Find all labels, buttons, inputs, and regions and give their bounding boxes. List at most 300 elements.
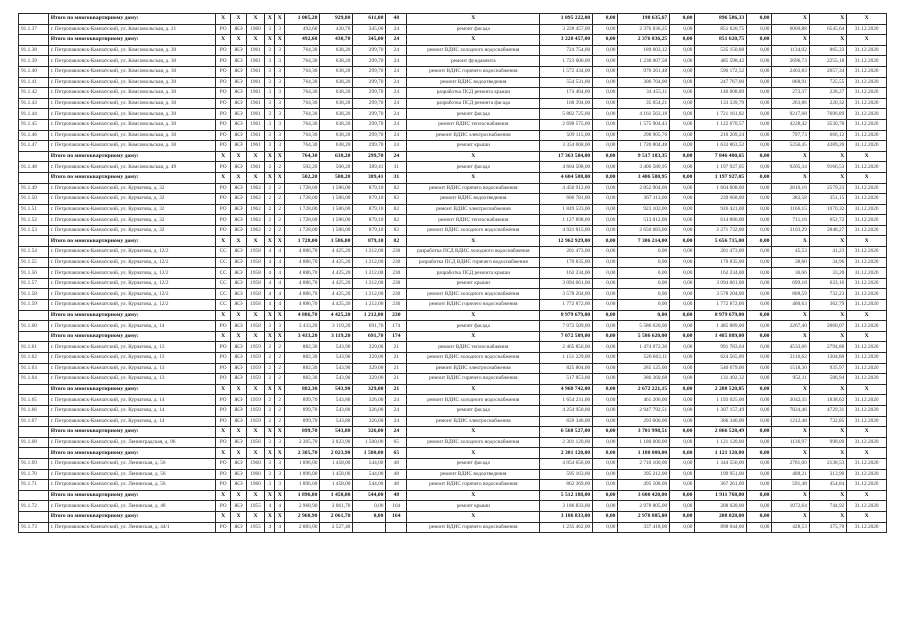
table-cell: г. Петропавловск-Камчатский, ул. Комсомольская, д. 49: [48, 162, 215, 173]
table-cell: 31.12.2020: [847, 130, 887, 141]
table-cell: 31.12.2020: [847, 363, 887, 374]
table-cell: РО: [215, 405, 230, 416]
table-cell: 2: [275, 363, 285, 374]
table-cell: 5 586 620,00: [618, 321, 670, 332]
table-cell: [19, 490, 49, 501]
table-cell: 0,00: [670, 300, 695, 311]
house-total-row: [19, 172, 887, 183]
table-cell: 31.12.2020: [847, 405, 887, 416]
table-cell: 638,20: [320, 88, 353, 99]
table-cell: 4: [275, 278, 285, 289]
table-cell: 133 339,79: [695, 98, 747, 109]
table-cell: [353, 522, 386, 533]
table-cell: г. Петропавловск-Камчатский, ул. Курчатова, д. 14: [48, 321, 215, 332]
table-cell: [19, 331, 49, 342]
table-cell: 345,00: [353, 24, 386, 35]
table-cell: ремонт ВДИС водоотведения: [407, 194, 540, 205]
table-cell: 1 728,00: [285, 194, 320, 205]
table-cell: 91.1.68: [19, 437, 49, 448]
table-cell: 210 209,24: [695, 130, 747, 141]
table-cell: 1 633 863,52: [695, 141, 747, 152]
table-cell: 4 960 742,00: [540, 384, 593, 395]
table-cell: 31.12.2020: [847, 289, 887, 300]
table-cell: 1 344 556,00: [695, 458, 747, 469]
table-cell: РО: [215, 98, 230, 109]
table-cell: 0,00: [670, 98, 695, 109]
table-cell: 1961: [246, 119, 265, 130]
table-cell: X: [246, 310, 265, 321]
table-cell: 0,00: [747, 77, 772, 88]
table-cell: 299,70: [353, 98, 386, 109]
table-row: [19, 480, 887, 491]
table-cell: г. Петропавловск-Камчатский, ул. Комсомольская, д. 30: [48, 88, 215, 99]
table-cell: г. Петропавловск-Камчатский, ул. Курчатова, д. 32: [48, 215, 215, 226]
table-cell: РО: [215, 183, 230, 194]
table-cell: 1961: [246, 77, 265, 88]
table-cell: 230: [386, 278, 407, 289]
table-cell: 0,00: [747, 384, 772, 395]
table-cell: 0,00: [670, 35, 695, 46]
table-cell: 24: [386, 119, 407, 130]
table-cell: 0,00: [747, 225, 772, 236]
table-cell: 2 376 836,25: [618, 24, 670, 35]
table-cell: 0,00: [593, 247, 618, 258]
table-cell: 0,00: [670, 384, 695, 395]
table-cell: ЖЭ: [231, 141, 246, 152]
table-cell: 879,10: [353, 215, 386, 226]
table-cell: ремонт ВДИС электроснабжения: [407, 416, 540, 427]
table-cell: 606 781,00: [540, 194, 593, 205]
table-cell: 2: [265, 215, 275, 226]
table-cell: 638,20: [320, 98, 353, 109]
table-cell: 9205,34: [772, 162, 809, 173]
table-cell: 2 852 904,00: [618, 183, 670, 194]
table-cell: 500,20: [320, 162, 353, 173]
table-cell: 91.1.60: [19, 321, 49, 332]
table-cell: г. Петропавловск-Камчатский, ул. Комсомольская, д. 21: [48, 24, 215, 35]
table-cell: 2116,62: [772, 353, 809, 364]
table-cell: 1 212,00: [353, 310, 386, 321]
table-cell: ЖЭ: [231, 109, 246, 120]
table-cell: 326,00: [353, 416, 386, 427]
table-cell: 0,00: [670, 45, 695, 56]
table-cell: [19, 35, 49, 46]
table-cell: 3 228 457,00: [540, 35, 593, 46]
table-cell: РО: [215, 215, 230, 226]
table-cell: 0,00: [593, 14, 618, 25]
table-cell: 1 586,00: [320, 236, 353, 247]
table-cell: 198 635,67: [618, 14, 670, 25]
table-cell: 764,30: [285, 109, 320, 120]
table-cell: 326,00: [353, 405, 386, 416]
table-cell: 2: [265, 395, 275, 406]
table-cell: 4 425,20: [320, 247, 353, 258]
table-cell: 0,00: [747, 257, 772, 268]
house-total-row: [19, 511, 887, 522]
table-cell: РО: [215, 204, 230, 215]
table-row: [19, 45, 887, 56]
table-cell: 0,00: [593, 342, 618, 353]
table-cell: 0,00: [747, 374, 772, 385]
table-cell: X: [231, 384, 246, 395]
table-cell: 3: [265, 321, 275, 332]
table-cell: 329,00: [353, 384, 386, 395]
table-cell: 91.1.51: [19, 204, 49, 215]
table-cell: 638,20: [320, 77, 353, 88]
table-cell: 367 261,00: [695, 480, 747, 491]
table-cell: 3: [265, 77, 275, 88]
table-cell: 326,00: [353, 427, 386, 438]
table-cell: 543,80: [320, 405, 353, 416]
table-row: [19, 98, 887, 109]
table-cell: РО: [215, 522, 230, 533]
table-cell: 2794,80: [809, 342, 846, 353]
table-cell: 345,00: [353, 35, 386, 46]
table-cell: РО: [215, 194, 230, 205]
table-cell: 638,20: [320, 119, 353, 130]
table-cell: 0,00: [670, 363, 695, 374]
table-cell: ремонт ВДИС горячего водоснабжения: [407, 374, 540, 385]
table-cell: 1304,80: [809, 353, 846, 364]
table-cell: ЖЭ: [231, 289, 246, 300]
table-cell: 366 346,00: [695, 416, 747, 427]
table-cell: 1 307 157,49: [695, 405, 747, 416]
table-cell: 1959: [246, 342, 265, 353]
table-cell: РО: [215, 225, 230, 236]
table-cell: 1 095 222,00: [540, 14, 593, 25]
table-cell: ЖЭ: [231, 215, 246, 226]
table-cell: 1959: [246, 416, 265, 427]
table-cell: 4: [275, 268, 285, 279]
table-cell: X: [215, 151, 230, 162]
table-row: [19, 321, 887, 332]
table-cell: X: [265, 151, 275, 162]
table-cell: 82: [386, 204, 407, 215]
table-cell: ЖЭ: [231, 278, 246, 289]
table-row: [19, 141, 887, 152]
house-total-row: [19, 490, 887, 501]
table-cell: 1 849 523,00: [540, 204, 593, 215]
table-cell: ЖЭ: [231, 342, 246, 353]
table-cell: 299,70: [353, 109, 386, 120]
table-cell: 3 433,20: [285, 331, 320, 342]
table-cell: 3: [265, 130, 275, 141]
table-cell: 12 962 929,00: [540, 236, 593, 247]
table-cell: 285 125,00: [618, 363, 670, 374]
table-cell: 91.1.48: [19, 162, 49, 173]
table-row: [19, 374, 887, 385]
table-cell: 162 234,00: [540, 268, 593, 279]
table-cell: ЖЭ: [231, 119, 246, 130]
table-cell: 31.12.2020: [847, 278, 887, 289]
table-cell: 764,30: [285, 77, 320, 88]
table-cell: 2: [275, 395, 285, 406]
table-cell: 306 764,00: [618, 77, 670, 88]
table-cell: 38,60: [772, 257, 809, 268]
table-cell: X: [246, 151, 265, 162]
table-cell: 3 186 833,00: [540, 501, 593, 512]
table-cell: г. Петропавловск-Камчатский, ул. Комсомольская, д. 30: [48, 109, 215, 120]
table-cell: 247 767,00: [695, 77, 747, 88]
table-row: [19, 215, 887, 226]
table-cell: 31.12.2020: [847, 374, 887, 385]
table-cell: ремонт фасада: [407, 321, 540, 332]
table-cell: 1 238 007,58: [618, 56, 670, 67]
table-cell: 0,00: [618, 300, 670, 311]
table-cell: 299,70: [353, 141, 386, 152]
table-cell: Итого по многоквартирному дому:: [48, 448, 215, 459]
table-cell: ремонт крыши: [407, 501, 540, 512]
table-row: [19, 225, 887, 236]
table-cell: X: [215, 448, 230, 459]
table-cell: 3: [275, 24, 285, 35]
table-cell: X: [275, 35, 285, 46]
table-cell: 4: [265, 278, 275, 289]
table-cell: X: [772, 384, 809, 395]
table-cell: ремонт ВДИС водоотведения: [407, 77, 540, 88]
table-cell: 2 061,70: [320, 501, 353, 512]
table-cell: 0,00: [670, 331, 695, 342]
table-cell: 797,73: [772, 130, 809, 141]
table-cell: 4: [275, 300, 285, 311]
table-cell: 91.1.67: [19, 416, 49, 427]
table-cell: 744,92: [809, 501, 846, 512]
table-cell: ЖЭ: [231, 204, 246, 215]
table-cell: [386, 522, 407, 533]
table-cell: ремонт ВДИС холодного водоснабжения: [407, 353, 540, 364]
table-cell: 1 654 231,00: [540, 395, 593, 406]
table-cell: 1962: [246, 225, 265, 236]
table-cell: 1958: [246, 247, 265, 258]
table-cell: 164: [386, 511, 407, 522]
table-cell: X: [847, 35, 887, 46]
table-cell: 4 425,20: [320, 257, 353, 268]
table-cell: 882,30: [285, 353, 320, 364]
table-cell: РО: [215, 353, 230, 364]
table-cell: 1 896,00: [285, 458, 320, 469]
table-cell: 263,86: [772, 98, 809, 109]
table-cell: 162 234,00: [695, 268, 747, 279]
table-cell: РО: [215, 342, 230, 353]
table-cell: г. Петропавловск-Камчатский, ул. Ленинская, д. 56: [48, 480, 215, 491]
table-cell: 91.1.63: [19, 363, 49, 374]
table-row: [19, 24, 887, 35]
table-cell: [19, 310, 49, 321]
table-cell: 4 161 563,18: [618, 109, 670, 120]
table-cell: 2: [265, 405, 275, 416]
table-row: [19, 77, 887, 88]
table-cell: X: [246, 172, 265, 183]
table-cell: 1 896,00: [285, 469, 320, 480]
table-cell: 2 288 520,85: [695, 384, 747, 395]
table-cell: X: [231, 236, 246, 247]
table-cell: 0,00: [593, 353, 618, 364]
table-cell: 0,00: [747, 98, 772, 109]
table-cell: X: [847, 331, 887, 342]
table-cell: ЖЭ: [231, 225, 246, 236]
table-cell: 0,00: [747, 427, 772, 438]
table-cell: ЖЭ: [231, 416, 246, 427]
table-cell: 1 458,00: [320, 480, 353, 491]
house-total-row: [19, 236, 887, 247]
table-cell: РО: [215, 56, 230, 67]
table-cell: 3: [275, 130, 285, 141]
table-cell: X: [772, 511, 809, 522]
table-cell: 1 212,00: [353, 289, 386, 300]
table-cell: 1212,48: [772, 416, 809, 427]
table-cell: 4 886,70: [285, 310, 320, 321]
table-cell: 926 421,00: [695, 204, 747, 215]
table-cell: X: [772, 310, 809, 321]
table-cell: 0,00: [593, 24, 618, 35]
table-cell: 8 979 679,00: [540, 310, 593, 321]
table-cell: 691,70: [353, 321, 386, 332]
table-cell: 91.1.37: [19, 24, 49, 35]
table-cell: 2 305,70: [285, 437, 320, 448]
table-cell: 0,00: [747, 469, 772, 480]
table-cell: 0,00: [747, 321, 772, 332]
table-cell: ремонт ВДИС горячего водоснабжения: [407, 183, 540, 194]
table-cell: 3: [275, 437, 285, 448]
table-cell: 1 586,00: [320, 183, 353, 194]
table-cell: X: [772, 448, 809, 459]
table-cell: г. Петропавловск-Камчатский, ул. Курчатова, д. 32: [48, 204, 215, 215]
table-cell: 91.1.57: [19, 278, 49, 289]
table-row: [19, 395, 887, 406]
capital-repair-register-table: [18, 13, 887, 533]
table-cell: 2 672 221,15: [618, 384, 670, 395]
table-cell: X: [215, 35, 230, 46]
table-cell: 1 005,20: [285, 14, 320, 25]
table-cell: ремонт ВДИС холодного водоснабжения: [407, 45, 540, 56]
table-cell: 0,00: [670, 501, 695, 512]
table-cell: X: [847, 236, 887, 247]
table-cell: 0,00: [747, 480, 772, 491]
table-row: [19, 119, 887, 130]
table-cell: ремонт ВДИС горячего водоснабжения: [407, 480, 540, 491]
table-cell: ЖЭ: [231, 88, 246, 99]
table-cell: 1072,64: [772, 501, 809, 512]
table-cell: 2 023,90: [320, 448, 353, 459]
table-cell: X: [847, 151, 887, 162]
table-cell: X: [231, 511, 246, 522]
table-cell: X: [265, 236, 275, 247]
house-total-row: [19, 427, 887, 438]
table-cell: [19, 511, 49, 522]
table-cell: г. Петропавловск-Камчатский, ул. Ленинская, д. 48: [48, 501, 215, 512]
table-cell: 5 512 188,00: [540, 490, 593, 501]
table-cell: 3: [275, 45, 285, 56]
table-cell: ЖЭ: [231, 353, 246, 364]
table-cell: 2: [265, 353, 275, 364]
table-cell: 1955: [246, 522, 265, 533]
table-cell: 170 835,00: [695, 257, 747, 268]
table-cell: 0,00: [747, 109, 772, 120]
table-cell: 502,20: [285, 162, 320, 173]
table-cell: 0,00: [670, 427, 695, 438]
table-cell: ЖЭ: [231, 437, 246, 448]
table-cell: ремонт фасада: [407, 458, 540, 469]
table-row: [19, 458, 887, 469]
table-cell: ЖЭ: [231, 501, 246, 512]
table-cell: 1 485 889,00: [695, 331, 747, 342]
table-cell: 428,53: [772, 522, 809, 533]
table-cell: 17 363 584,00: [540, 151, 593, 162]
table-cell: РО: [215, 374, 230, 385]
table-cell: 21: [386, 374, 407, 385]
table-cell: 4: [275, 501, 285, 512]
table-cell: ремонт ВДИС теплоснабжения: [407, 119, 540, 130]
table-cell: 1 212,00: [353, 268, 386, 279]
table-cell: X: [847, 511, 887, 522]
table-cell: 91.1.66: [19, 405, 49, 416]
table-cell: X: [772, 14, 809, 25]
table-cell: 4 886,70: [285, 247, 320, 258]
table-cell: 7 072 509,00: [540, 331, 593, 342]
table-cell: 3: [265, 480, 275, 491]
table-cell: 208 028,00: [695, 511, 747, 522]
table-cell: разработка ПСД ВДИС холодного водоснабжения: [407, 247, 540, 258]
table-cell: 2: [265, 204, 275, 215]
table-cell: 614 886,00: [695, 215, 747, 226]
table-cell: 1 572 434,00: [540, 66, 593, 77]
table-cell: X: [275, 14, 285, 25]
table-cell: 899,70: [285, 416, 320, 427]
table-cell: 1959: [246, 405, 265, 416]
table-cell: 4: [265, 268, 275, 279]
table-cell: 896 586,33: [695, 14, 747, 25]
table-cell: 4533,66: [772, 342, 809, 353]
table-cell: 1961: [246, 66, 265, 77]
table-cell: 367 113,00: [618, 194, 670, 205]
table-cell: 0,00: [593, 162, 618, 173]
table-cell: X: [231, 35, 246, 46]
table-cell: X: [809, 427, 846, 438]
table-cell: 0,00: [670, 257, 695, 268]
table-cell: 0,00: [670, 405, 695, 416]
table-cell: 1955: [246, 501, 265, 512]
table-cell: 4: [265, 247, 275, 258]
table-cell: ЖЭ: [231, 98, 246, 109]
table-cell: 0,00: [670, 109, 695, 120]
table-cell: 8 979 679,00: [695, 310, 747, 321]
table-cell: г. Петропавловск-Камчатский, ул. Курчатова, д. 12/2: [48, 257, 215, 268]
table-cell: 3: [275, 98, 285, 109]
table-cell: 0,00: [747, 458, 772, 469]
table-cell: 3: [275, 109, 285, 120]
table-row: [19, 268, 887, 279]
table-cell: 0,00: [593, 98, 618, 109]
table-cell: 3: [265, 437, 275, 448]
table-cell: X: [809, 511, 846, 522]
table-cell: 725,55: [809, 77, 846, 88]
table-cell: X: [847, 310, 887, 321]
table-cell: 2 968,90: [285, 501, 320, 512]
table-cell: РО: [215, 501, 230, 512]
table-cell: X: [407, 384, 540, 395]
table-cell: 131 492,32: [695, 374, 747, 385]
table-cell: г. Петропавловск-Камчатский, ул. Ленинская, д. 56: [48, 458, 215, 469]
table-cell: 3: [275, 458, 285, 469]
table-cell: 2 465 856,00: [540, 342, 593, 353]
table-cell: 0,00: [593, 257, 618, 268]
table-cell: 189 603,12: [618, 45, 670, 56]
table-cell: ЖЭ: [231, 77, 246, 88]
table-cell: ремонт ВДИС холодного водоснабжения: [407, 395, 540, 406]
table-cell: 0,00: [593, 151, 618, 162]
table-cell: г. Петропавловск-Камчатский, ул. Курчатова, д. 12/2: [48, 289, 215, 300]
table-cell: X: [809, 490, 846, 501]
